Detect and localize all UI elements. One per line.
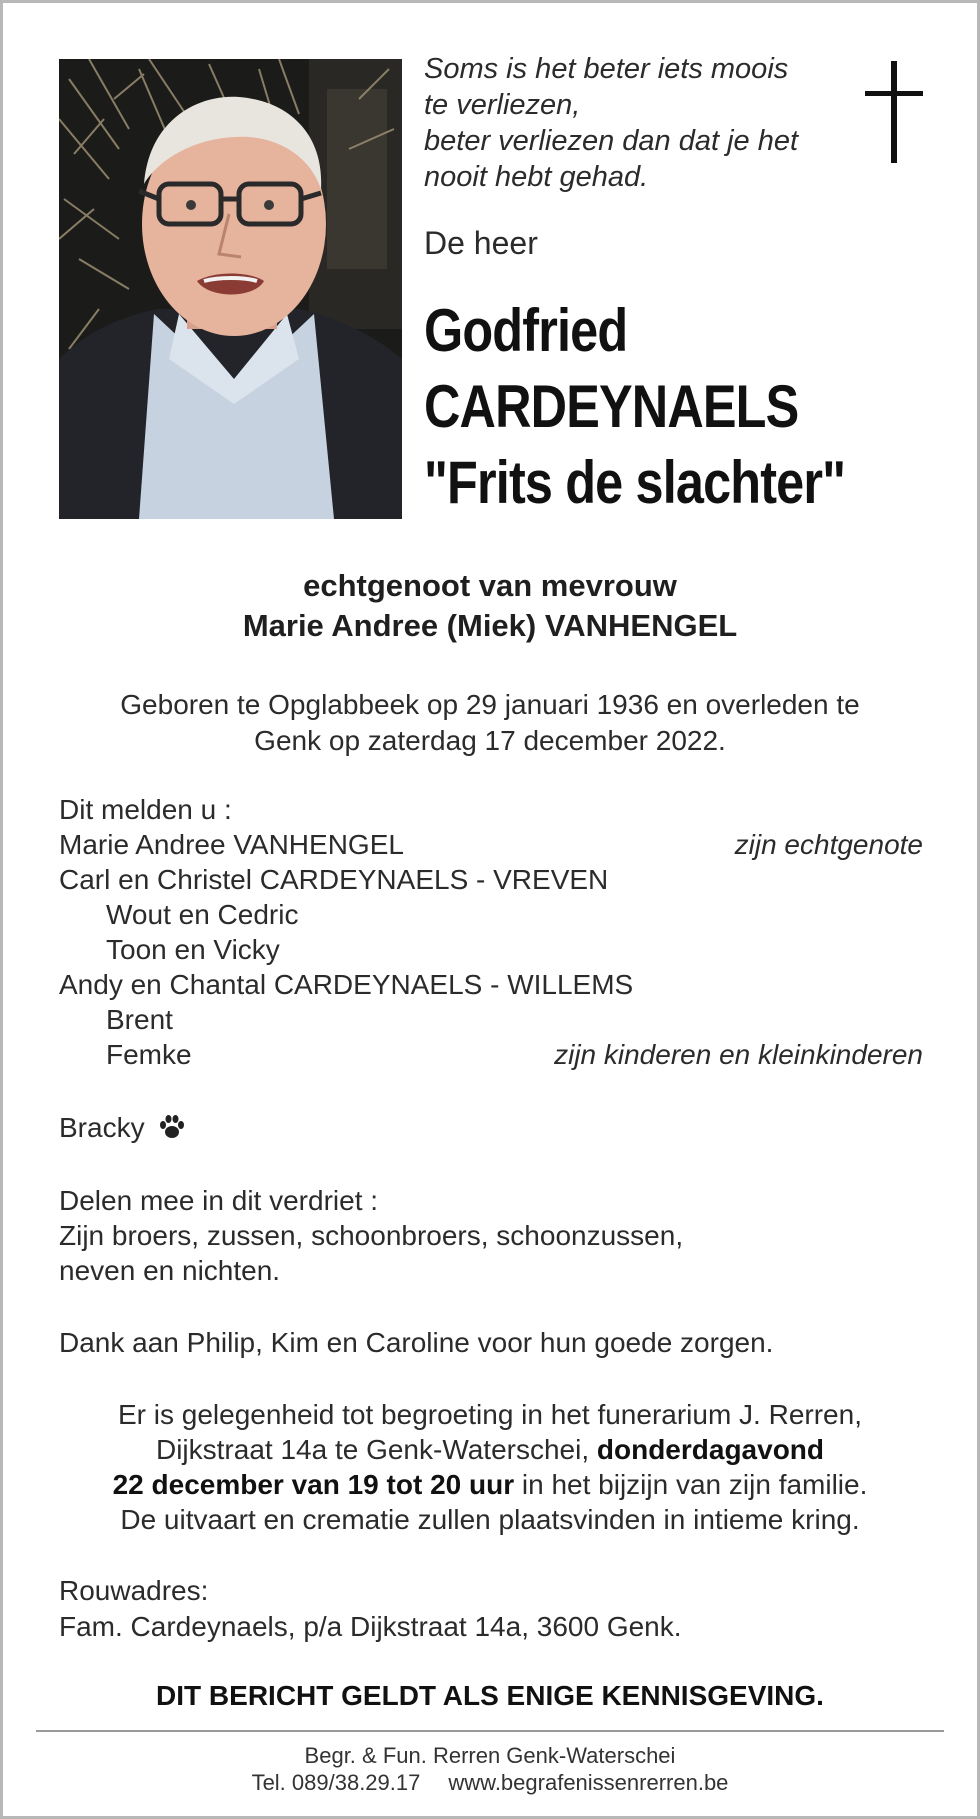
family-member: Carl en Christel CARDEYNAELS - VREVEN: [59, 864, 609, 895]
family-member: Brent: [106, 1004, 173, 1035]
family-member: Wout en Cedric: [106, 899, 299, 930]
share-line: Zijn broers, zussen, schoonbroers, schoonzussen,: [59, 1220, 684, 1251]
address-label: Rouwadres:: [59, 1575, 209, 1606]
family-member: Femke: [106, 1039, 192, 1070]
footer-divider: [36, 1730, 944, 1732]
share-grief: [59, 1183, 683, 1288]
visitation-text: in het bijzijn van zijn familie.: [514, 1469, 868, 1500]
visitation-time: 22 december van 19 tot 20 uur: [112, 1469, 515, 1500]
visitation-line: Er is gelegenheid tot begroeting in het funerarium J. Rerren,: [118, 1399, 862, 1430]
share-line: neven en nichten.: [59, 1255, 281, 1286]
deceased-name: [424, 293, 925, 521]
pet-line: [59, 1110, 186, 1145]
family-row: [59, 827, 923, 862]
deceased-last-name: CARDEYNAELS: [424, 373, 799, 440]
family-intro: Dit melden u :: [59, 794, 232, 825]
birth-death-line: Geboren te Opglabbeek op 29 januari 1936 en overleden te: [120, 689, 860, 720]
poem-line: nooit hebt gehad.: [424, 161, 649, 193]
deceased-nickname: "Frits de slachter": [424, 449, 846, 516]
thanks-line: Dank aan Philip, Kim en Caroline voor hun goede zorgen.: [59, 1327, 774, 1358]
family-list: [59, 792, 923, 1072]
family-member: Toon en Vicky: [106, 934, 280, 965]
footer-phone: Tel. 089/38.29.17: [251, 1770, 421, 1795]
poem-line: te verliezen,: [424, 89, 581, 121]
family-member: Andy en Chantal CARDEYNAELS - WILLEMS: [59, 969, 634, 1000]
portrait-photo: [59, 59, 402, 519]
spouse-name: Marie Andree (Miek) VANHENGEL: [242, 608, 738, 643]
birth-death-info: [3, 687, 977, 759]
family-row: [59, 932, 923, 967]
visitation-info: [3, 1397, 977, 1537]
deceased-first-name: Godfried: [424, 297, 628, 364]
family-row: [59, 862, 923, 897]
address-value: Fam. Cardeynaels, p/a Dijkstraat 14a, 3600 Genk.: [59, 1611, 682, 1642]
poem-line: beter verliezen dan dat je het: [424, 125, 799, 157]
family-relation: zijn echtgenote: [734, 829, 923, 860]
family-row: [59, 967, 923, 1002]
footer-company: Begr. & Fun. Rerren Genk-Waterschei: [304, 1743, 676, 1768]
notice-line: DIT BERICHT GELDT ALS ENIGE KENNISGEVING.: [156, 1680, 824, 1711]
family-member: Marie Andree VANHENGEL: [59, 829, 404, 860]
visitation-day: donderdagavond: [596, 1434, 825, 1465]
spouse-line: echtgenoot van mevrouw: [303, 568, 677, 603]
birth-death-line: Genk op zaterdag 17 december 2022.: [254, 725, 726, 756]
family-relation: zijn kinderen en kleinkinderen: [554, 1039, 923, 1070]
pet-name: Bracky: [59, 1112, 145, 1143]
deceased-title: De heer: [424, 225, 538, 261]
visitation-line: De uitvaart en crematie zullen plaatsvinden in intieme kring.: [120, 1504, 860, 1535]
footer: [3, 1742, 977, 1796]
family-row: [59, 1002, 923, 1037]
footer-website: www.begrafenissenrerren.be: [448, 1770, 729, 1795]
poem-line: Soms is het beter iets moois: [424, 53, 789, 85]
share-intro: Delen mee in dit verdriet :: [59, 1185, 379, 1216]
visitation-text: Dijkstraat 14a te Genk-Waterschei,: [155, 1434, 597, 1465]
family-row: [59, 897, 923, 932]
poem: [424, 51, 854, 195]
paw-icon: [158, 1113, 186, 1141]
cross-icon: [865, 61, 923, 163]
visitation-line: [3, 1467, 977, 1502]
footer-contact: [3, 1769, 977, 1796]
mourning-address: [59, 1573, 682, 1645]
visitation-line: [3, 1432, 977, 1467]
family-row: [59, 1037, 923, 1072]
spouse-info: [3, 566, 977, 646]
